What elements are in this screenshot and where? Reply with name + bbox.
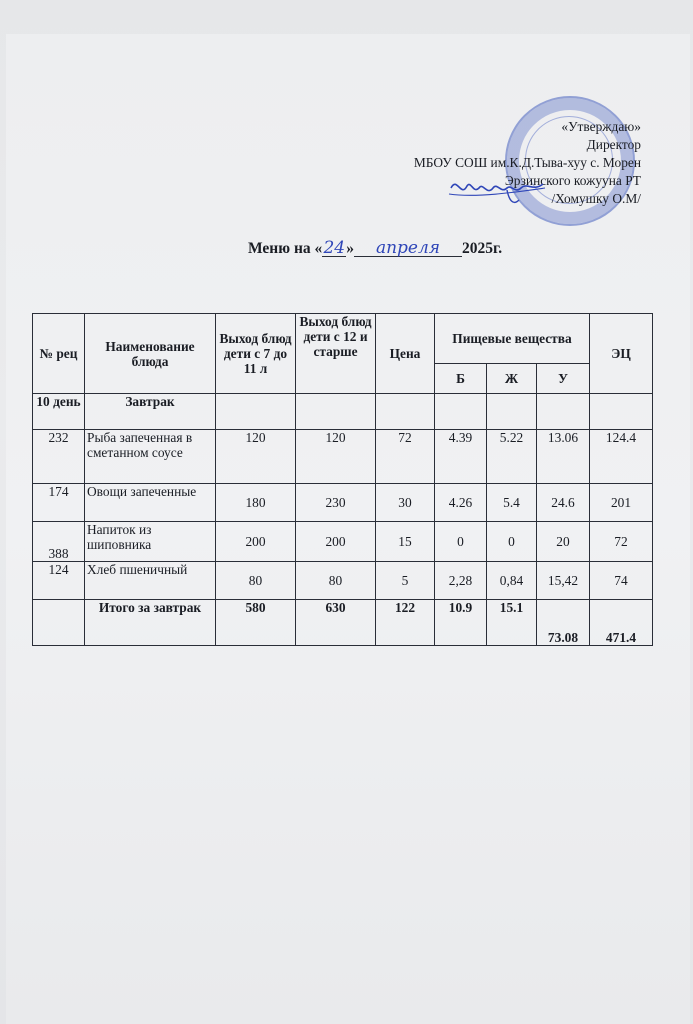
row-zh: 5.4 xyxy=(487,484,537,522)
row-name: Напиток из шиповника xyxy=(85,522,216,562)
approval-line-2: Директор xyxy=(586,137,641,152)
total-zh: 15.1 xyxy=(487,600,537,646)
total-u: 73.08 xyxy=(537,600,590,646)
menu-date-day: 24 xyxy=(323,238,346,258)
row-out2: 80 xyxy=(296,562,376,600)
total-b: 10.9 xyxy=(435,600,487,646)
table-row xyxy=(33,430,653,484)
row-zh: 5.22 xyxy=(487,430,537,484)
row-u: 13.06 xyxy=(537,430,590,484)
row-rec: 124 xyxy=(33,562,85,600)
table-row xyxy=(33,562,653,600)
row-out1: 180 xyxy=(216,484,296,522)
approval-line-4: Эрзинского кожууна РТ xyxy=(504,173,641,188)
total-row xyxy=(33,600,653,646)
menu-title-mid: » xyxy=(346,240,355,257)
row-zh: 0 xyxy=(487,522,537,562)
row-price: 72 xyxy=(376,430,435,484)
header-price: Цена xyxy=(376,314,435,394)
row-b: 2,28 xyxy=(435,562,487,600)
header-rec-no: № рец xyxy=(33,314,85,394)
total-label: Итого за завтрак xyxy=(85,600,216,646)
row-rec: 232 xyxy=(33,430,85,484)
row-name: Хлеб пшеничный xyxy=(85,562,216,600)
row-b: 0 xyxy=(435,522,487,562)
menu-title-suffix: 2025г. xyxy=(462,240,503,257)
row-rec: 388 xyxy=(33,522,85,562)
row-rec: 174 xyxy=(33,484,85,522)
section-row xyxy=(33,394,653,430)
row-ec: 201 xyxy=(590,484,653,522)
approval-line-5: /Хомушку О.М/ xyxy=(551,191,641,206)
row-b: 4.26 xyxy=(435,484,487,522)
row-out2: 120 xyxy=(296,430,376,484)
menu-date-month: апреля xyxy=(354,240,462,257)
header-b: Б xyxy=(435,364,487,394)
header-ec: ЭЦ xyxy=(590,314,653,394)
approval-line-1: «Утверждаю» xyxy=(561,119,641,134)
row-name: Овощи запеченные xyxy=(85,484,216,522)
table-row xyxy=(33,522,653,562)
row-price: 15 xyxy=(376,522,435,562)
section-meal: Завтрак xyxy=(85,394,216,430)
row-out2: 230 xyxy=(296,484,376,522)
director-signature xyxy=(447,170,547,210)
row-price: 5 xyxy=(376,562,435,600)
row-ec: 72 xyxy=(590,522,653,562)
row-out2: 200 xyxy=(296,522,376,562)
header-out-12: Выход блюд дети с 12 и старше xyxy=(296,314,376,394)
header-u: У xyxy=(537,364,590,394)
row-zh: 0,84 xyxy=(487,562,537,600)
row-b: 4.39 xyxy=(435,430,487,484)
header-nutrients: Пищевые вещества xyxy=(435,314,590,364)
row-u: 24.6 xyxy=(537,484,590,522)
row-out1: 200 xyxy=(216,522,296,562)
menu-title xyxy=(248,240,502,258)
menu-title-prefix: Меню на « xyxy=(248,240,323,257)
approval-line-3: МБОУ СОШ им.К.Д.Тыва-хуу с. Морен xyxy=(413,155,641,170)
row-u: 20 xyxy=(537,522,590,562)
row-u: 15,42 xyxy=(537,562,590,600)
total-ec: 471.4 xyxy=(590,600,653,646)
menu-table xyxy=(32,313,653,646)
row-out1: 120 xyxy=(216,430,296,484)
row-ec: 74 xyxy=(590,562,653,600)
row-ec: 124.4 xyxy=(590,430,653,484)
row-out1: 80 xyxy=(216,562,296,600)
header-zh: Ж xyxy=(487,364,537,394)
total-out2: 630 xyxy=(296,600,376,646)
total-price: 122 xyxy=(376,600,435,646)
table-row xyxy=(33,484,653,522)
header-out-7-11: Выход блюд дети с 7 до 11 л xyxy=(216,314,296,394)
header-dish-name: Наименование блюда xyxy=(85,314,216,394)
section-day: 10 день xyxy=(33,394,85,430)
row-name: Рыба запеченная в сметанном соусе xyxy=(85,430,216,484)
total-out1: 580 xyxy=(216,600,296,646)
row-price: 30 xyxy=(376,484,435,522)
